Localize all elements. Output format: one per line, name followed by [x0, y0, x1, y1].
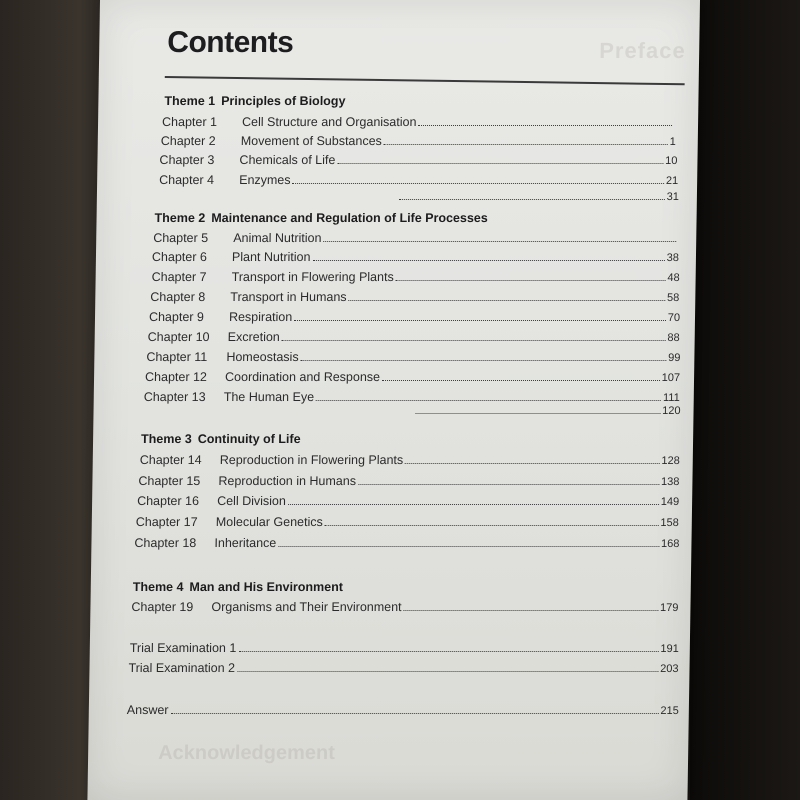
theme-heading-3 [141, 432, 301, 446]
dot-leader [418, 125, 672, 126]
page-number: 88 [667, 332, 680, 344]
book-page [87, 0, 700, 800]
toc-entry-chapter-9 [149, 310, 680, 324]
chapter-number: Chapter 12 [144, 370, 208, 384]
toc-entry-chapter-2 [161, 134, 676, 148]
toc-entry-chapter-15 [138, 474, 679, 488]
chapter-title: Transport in Humans [230, 290, 347, 304]
dot-leader [384, 144, 668, 145]
entry-title: Answer [126, 703, 169, 717]
toc-trailing-page-theme-1 [397, 191, 679, 203]
page-number: 128 [661, 455, 680, 467]
dot-leader [288, 504, 659, 505]
page-number: 58 [666, 292, 680, 304]
toc-entry-answer [127, 703, 679, 717]
page-number: 10 [665, 155, 678, 167]
chapter-number: Chapter 8 [150, 290, 206, 304]
theme-name: Principles of Biology [221, 94, 346, 108]
chapter-title: Enzymes [239, 173, 291, 187]
page-number: 149 [660, 496, 680, 508]
dot-leader [278, 546, 659, 547]
chapter-title: Cell Structure and Organisation [241, 115, 417, 129]
chapter-title: Chemicals of Life [239, 153, 336, 167]
page-number: 31 [666, 191, 679, 203]
chapter-number: Chapter 14 [139, 453, 202, 467]
chapter-number: Chapter 16 [137, 494, 200, 508]
chapter-title: Coordination and Response [224, 370, 381, 384]
page-number: 70 [667, 312, 681, 324]
dot-leader [405, 463, 659, 464]
page-number: 111 [662, 392, 680, 404]
chapter-title: Movement of Substances [240, 134, 382, 148]
chapter-number: Chapter 1 [161, 115, 218, 129]
dot-leader [312, 260, 664, 261]
dot-leader [293, 183, 664, 184]
chapter-number: Chapter 2 [160, 134, 216, 148]
page-number: 158 [660, 517, 679, 529]
page-number: 21 [665, 175, 679, 187]
chapter-title: Reproduction in Flowering Plants [219, 453, 404, 467]
toc-entry-trial-exam-1 [130, 641, 679, 655]
toc-entry-chapter-4 [159, 173, 678, 187]
chapter-title: Cell Division [217, 494, 287, 508]
chapter-number: Chapter 4 [159, 173, 215, 187]
theme-number: Theme 3 [140, 432, 192, 446]
chapter-number: Chapter 6 [151, 250, 207, 264]
toc-entry-chapter-8 [150, 290, 679, 304]
page-number: 1 [669, 136, 676, 148]
bleed-through-preface: Preface [599, 38, 686, 63]
chapter-number: Chapter 3 [159, 153, 215, 167]
chapter-number: Chapter 18 [134, 536, 197, 550]
theme-number: Theme 1 [164, 94, 216, 108]
dot-leader [358, 484, 659, 485]
page-number: 168 [661, 538, 680, 550]
chapter-title: Inheritance [214, 536, 277, 550]
dot-leader [396, 280, 666, 281]
title-divider [165, 76, 685, 85]
page-number: 120 [662, 405, 681, 417]
theme-name: Maintenance and Regulation of Life Processes [211, 211, 488, 225]
theme-number: Theme 4 [132, 580, 184, 594]
chapter-number: Chapter 19 [131, 600, 194, 614]
toc-entry-chapter-16 [137, 494, 679, 508]
dot-leader [282, 340, 666, 341]
toc-entry-chapter-5 [153, 231, 678, 245]
chapter-number: Chapter 15 [138, 474, 201, 488]
toc-entry-chapter-13 [144, 390, 680, 404]
dot-leader [294, 320, 666, 321]
chapter-title: The Human Eye [223, 390, 315, 404]
chapter-title: Animal Nutrition [233, 231, 322, 245]
page-number: 107 [661, 372, 681, 384]
toc-entry-chapter-18 [134, 536, 679, 550]
entry-title: Trial Examination 1 [129, 641, 237, 655]
toc-entry-chapter-7 [152, 270, 680, 284]
toc-entry-chapter-17 [136, 515, 679, 529]
chapter-number: Chapter 5 [153, 231, 209, 245]
chapter-title: Organisms and Their Environment [211, 600, 402, 614]
dot-leader [238, 651, 658, 652]
chapter-title: Excretion [227, 330, 280, 344]
bleed-through-acknowledgement: Acknowledgement [157, 742, 336, 764]
dot-leader [415, 413, 660, 414]
toc-entry-chapter-3 [159, 153, 677, 167]
page-number: 99 [668, 352, 681, 364]
toc-entry-chapter-1 [162, 115, 674, 129]
dot-leader [170, 713, 658, 714]
theme-name: Continuity of Life [197, 432, 301, 446]
dot-leader [399, 199, 665, 200]
dot-leader [316, 400, 661, 401]
page-title: Contents [167, 26, 294, 59]
page-number: 38 [666, 252, 680, 264]
dot-leader [382, 380, 660, 381]
chapter-title: Homeostasis [226, 350, 299, 364]
dot-leader [301, 360, 667, 361]
dot-leader [325, 525, 659, 526]
toc-entry-chapter-19 [131, 600, 678, 614]
toc-entry-trial-exam-2 [128, 661, 678, 675]
toc-entry-chapter-10 [148, 330, 680, 344]
chapter-title: Respiration [228, 310, 293, 324]
page-number: 48 [667, 272, 680, 284]
theme-heading-2 [154, 211, 487, 225]
theme-heading-4 [133, 580, 343, 594]
toc-entry-chapter-12 [145, 370, 680, 384]
chapter-number: Chapter 9 [148, 310, 205, 324]
theme-name: Man and His Environment [189, 580, 344, 594]
theme-heading-1 [164, 94, 345, 108]
dot-leader [349, 300, 666, 301]
page-number: 203 [660, 663, 679, 675]
dot-leader [237, 671, 658, 672]
chapter-number: Chapter 10 [147, 330, 210, 344]
toc-trailing-page-theme-2 [413, 405, 680, 417]
entry-title: Trial Examination 2 [128, 661, 236, 675]
toc-entry-chapter-14 [140, 453, 680, 467]
page-number: 191 [660, 643, 679, 655]
page-number: 138 [660, 476, 680, 488]
theme-number: Theme 2 [154, 211, 206, 225]
chapter-title: Reproduction in Humans [218, 474, 357, 488]
chapter-number: Chapter 17 [135, 515, 198, 529]
chapter-title: Molecular Genetics [215, 515, 323, 529]
toc-entry-chapter-11 [146, 350, 680, 364]
desk-background [690, 0, 800, 800]
chapter-title: Transport in Flowering Plants [231, 270, 394, 284]
page-number: 215 [660, 705, 679, 717]
toc-entry-chapter-6 [152, 250, 679, 264]
chapter-number: Chapter 11 [146, 350, 208, 364]
dot-leader [337, 163, 663, 164]
dot-leader [323, 241, 676, 242]
chapter-number: Chapter 13 [143, 390, 206, 404]
chapter-number: Chapter 7 [151, 270, 207, 284]
chapter-title: Plant Nutrition [231, 250, 311, 264]
dot-leader [404, 610, 659, 611]
page-number: 179 [659, 602, 679, 614]
